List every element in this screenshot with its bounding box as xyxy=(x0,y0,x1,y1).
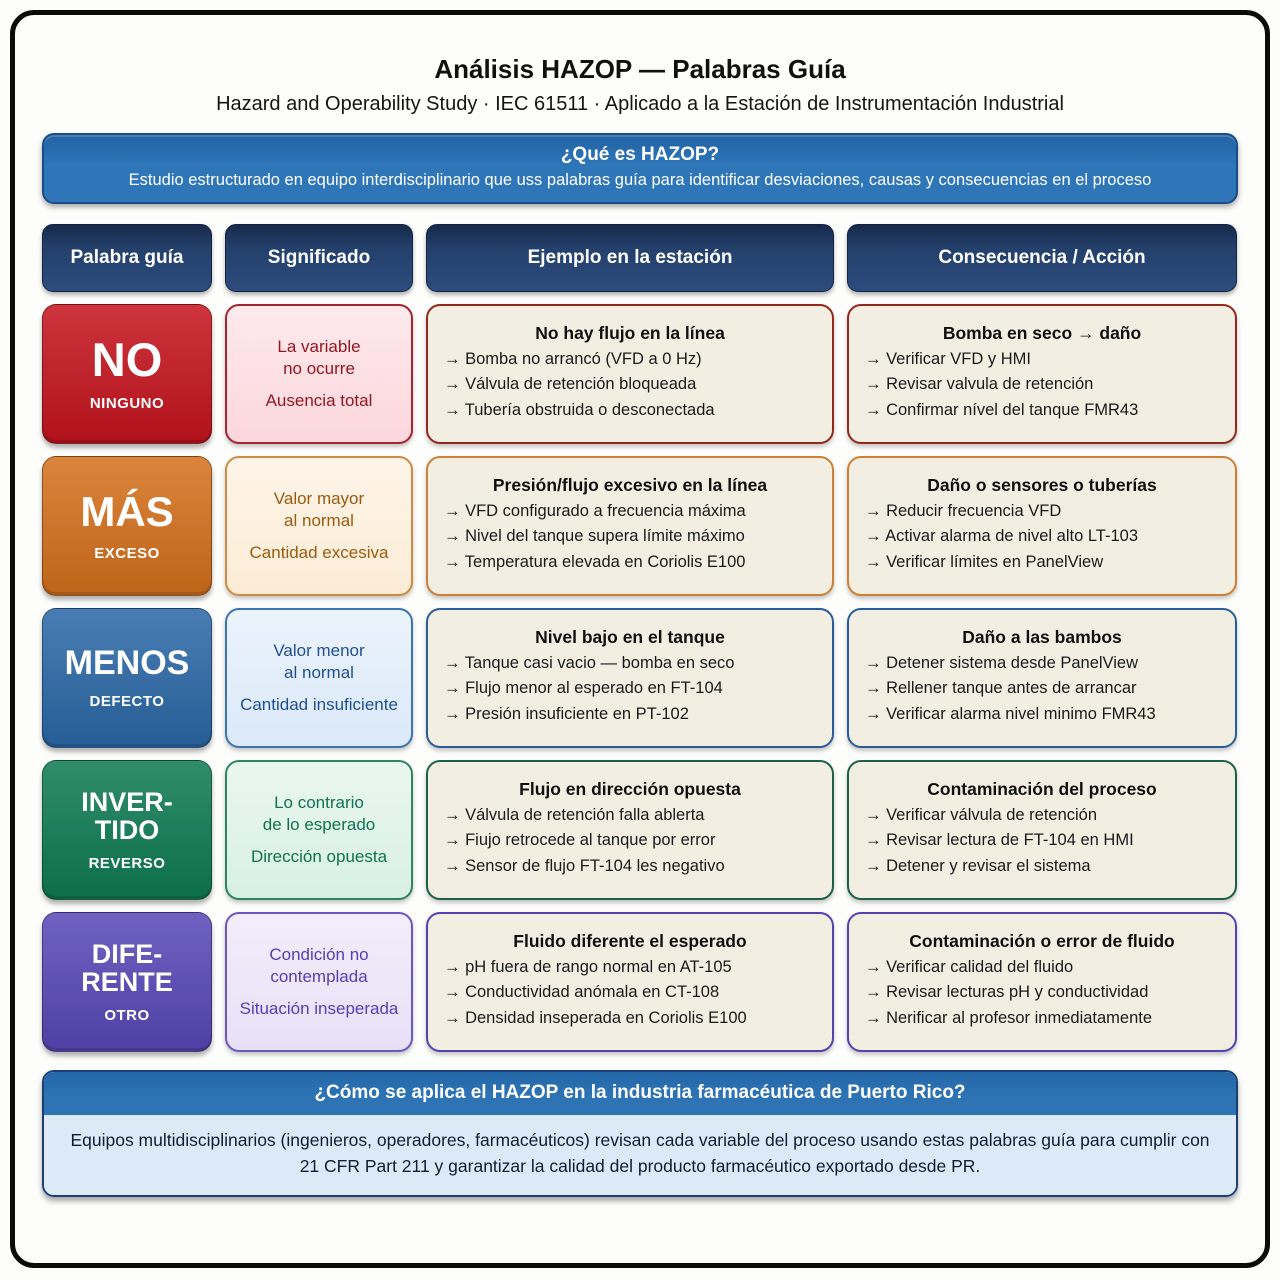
consequence-title: Contaminación del proceso xyxy=(927,778,1157,799)
consequence-title: Bomba en seco → daño xyxy=(942,322,1142,343)
column-header-palabra-guia: Palabra guía xyxy=(42,224,212,292)
guideword-sublabel: OTRO xyxy=(104,1007,150,1025)
consequence-item: → Revisar lecturas pH y conductividad xyxy=(865,983,1149,1002)
example-cell-menos xyxy=(426,608,834,748)
meaning-cell-no xyxy=(225,304,413,444)
meaning-line: Valor mayor xyxy=(273,489,365,509)
example-item: → pH fuera de rango normal en AT-105 xyxy=(444,957,732,976)
example-item: → Válvula de retención falla ablerta xyxy=(444,805,705,824)
consequence-item: → Verificar límites en PanelView xyxy=(865,552,1104,571)
consequence-item: → Verificar alarma nivel minimo FMR43 xyxy=(865,704,1156,723)
meaning-line: Valor menor xyxy=(273,641,365,661)
meaning-note: Ausencia total xyxy=(265,390,373,410)
meaning-line: contemplada xyxy=(270,967,368,987)
consequence-item: → Verificar calidad del fluido xyxy=(865,957,1074,976)
consequence-item: → Detener sistema desde PanelView xyxy=(865,653,1139,672)
consequence-item: → Revisar lectura de FT-104 en HMI xyxy=(865,831,1134,850)
example-item: → Tanque casi vacio — bomba en seco xyxy=(444,653,735,672)
column-header-ejemplo: Ejemplo en la estación xyxy=(426,224,834,292)
guideword-sublabel: DEFECTO xyxy=(89,692,165,710)
example-item: → Nivel del tanque supera límite máximo xyxy=(444,527,745,546)
example-item: → VFD configurado a frecuencia máxima xyxy=(444,501,746,520)
meaning-cell-diferente xyxy=(225,912,413,1052)
example-item: → Bomba no arrancó (VFD a 0 Hz) xyxy=(444,349,702,368)
meaning-note: Cantidad excesiva xyxy=(249,542,389,562)
example-cell-diferente xyxy=(426,912,834,1052)
guideword-label xyxy=(80,490,173,534)
meaning-note: Cantidad insuficiente xyxy=(240,694,398,714)
guideword-sublabel: NINGUNO xyxy=(89,395,165,413)
guideword-label xyxy=(81,788,173,844)
meaning-cell-invertido xyxy=(225,760,413,900)
guideword-label xyxy=(91,332,163,386)
intro-banner xyxy=(42,133,1238,204)
meaning-line: Lo contrario xyxy=(274,793,364,813)
example-item: → Fiujo retrocede al tanque por error xyxy=(444,831,716,850)
consequence-cell-diferente xyxy=(847,912,1237,1052)
intro-banner-body: Estudio estructurado en equipo interdisciplinario que uss palabras guía para identificar desviaciones, causas y consecuencias en el proceso xyxy=(128,171,1152,189)
page-title: Análisis HAZOP — Palabras Guía xyxy=(434,54,846,84)
footer-banner xyxy=(42,1070,1238,1197)
column-header-significado: Significado xyxy=(225,224,413,292)
meaning-text xyxy=(274,488,364,532)
meaning-line: al normal xyxy=(284,663,354,683)
guideword-line: MENOS xyxy=(64,644,190,683)
example-title: No hay flujo en la línea xyxy=(535,322,725,343)
consequence-item: → Detener y revisar el sistema xyxy=(865,856,1091,875)
hazop-table xyxy=(42,224,1238,1052)
meaning-note: Situación inseperada xyxy=(239,998,399,1018)
meaning-cell-menos xyxy=(225,608,413,748)
guideword-line: DIFE- xyxy=(91,938,163,969)
guideword-tile-no xyxy=(42,304,212,444)
guideword-tile-invertido xyxy=(42,760,212,900)
consequence-item: → Rellener tanque antes de arrancar xyxy=(865,679,1137,698)
guideword-line: INVER- xyxy=(81,786,173,817)
page-subtitle: Hazard and Operability Study · IEC 61511 · Aplicado a la Estación de Instrumentación Industrial xyxy=(216,93,1064,115)
meaning-line: de lo esperado xyxy=(262,815,376,835)
meaning-text xyxy=(263,792,375,836)
example-item: → Sensor de flujo FT-104 les negativo xyxy=(444,856,725,875)
example-cell-invertido xyxy=(426,760,834,900)
meaning-line: La variable xyxy=(277,337,361,357)
guideword-line: RENTE xyxy=(81,967,173,997)
example-item: → Conductividad anómala en CT-108 xyxy=(444,983,720,1002)
guideword-tile-menos xyxy=(42,608,212,748)
example-title: Nivel bajo en el tanque xyxy=(535,626,725,647)
column-header-consecuencia: Consecuencia / Acción xyxy=(847,224,1237,292)
consequence-title: Contaminación o error de fluido xyxy=(909,930,1175,951)
example-item: → Temperatura elevada en Coriolis E100 xyxy=(444,552,746,571)
consequence-cell-no xyxy=(847,304,1237,444)
meaning-line: Condición no xyxy=(269,945,369,965)
example-cell-mas xyxy=(426,456,834,596)
consequence-cell-invertido xyxy=(847,760,1237,900)
footer-banner-title: ¿Cómo se aplica el HAZOP en la industria farmacéutica de Puerto Rico? xyxy=(44,1072,1236,1115)
consequence-title: Daño o sensores o tuberías xyxy=(927,474,1157,495)
consequence-item: → Confirmar nível del tanque FMR43 xyxy=(865,400,1139,419)
guideword-line: TIDO xyxy=(94,815,160,845)
meaning-note: Dirección opuesta xyxy=(250,846,388,866)
consequence-item: → Revisar valvula de retención xyxy=(865,375,1094,394)
guideword-sublabel: REVERSO xyxy=(88,855,166,873)
consequence-cell-menos xyxy=(847,608,1237,748)
guideword-tile-mas xyxy=(42,456,212,596)
consequence-item: → Activar alarma de nivel alto LT-103 xyxy=(865,527,1138,546)
example-item: → Flujo menor al esperado en FT-104 xyxy=(444,679,723,698)
example-title: Fluido diferente el esperado xyxy=(513,930,747,951)
example-title: Presión/flujo excesivo en la línea xyxy=(492,474,768,495)
footer-banner-body: Equipos multidisciplinarios (ingenieros, operadores, farmacéuticos) revisan cada variable del proceso usando estas palabras guía para cumplir con 21 CFR Part 211 y garantizar la calidad del producto farmacéutico exportado desde PR. xyxy=(44,1115,1236,1195)
consequence-item: → Verificar válvula de retención xyxy=(865,805,1098,824)
consequence-item: → Nerificar al profesor inmediatamente xyxy=(865,1008,1153,1027)
meaning-line: no ocurre xyxy=(283,359,355,379)
meaning-line: al normal xyxy=(284,511,354,531)
example-item: → Presión insuficiente en PT-102 xyxy=(444,704,689,723)
meaning-cell-mas xyxy=(225,456,413,596)
example-item: → Tubería obstruida o desconectada xyxy=(444,400,715,419)
guideword-sublabel: EXCESO xyxy=(94,544,160,562)
consequence-title: Daño a las bambos xyxy=(962,626,1122,647)
guideword-line: NO xyxy=(91,332,163,386)
guideword-line: MÁS xyxy=(80,488,174,536)
guideword-label xyxy=(81,940,173,996)
consequence-cell-mas xyxy=(847,456,1237,596)
meaning-text xyxy=(277,336,360,380)
example-cell-no xyxy=(426,304,834,444)
intro-banner-title: ¿Qué es HAZOP? xyxy=(560,144,720,165)
example-item: → Válvula de retención bloqueada xyxy=(444,375,697,394)
meaning-text xyxy=(273,640,364,684)
guideword-tile-diferente xyxy=(42,912,212,1052)
consequence-item: → Reducir frecuencia VFD xyxy=(865,501,1062,520)
meaning-text xyxy=(269,944,368,988)
example-title: Flujo en dirección opuesta xyxy=(519,778,741,799)
guideword-label xyxy=(65,646,190,681)
consequence-item: → Verificar VFD y HMI xyxy=(865,349,1031,368)
example-item: → Densidad inseperada en Coriolis E100 xyxy=(444,1008,747,1027)
